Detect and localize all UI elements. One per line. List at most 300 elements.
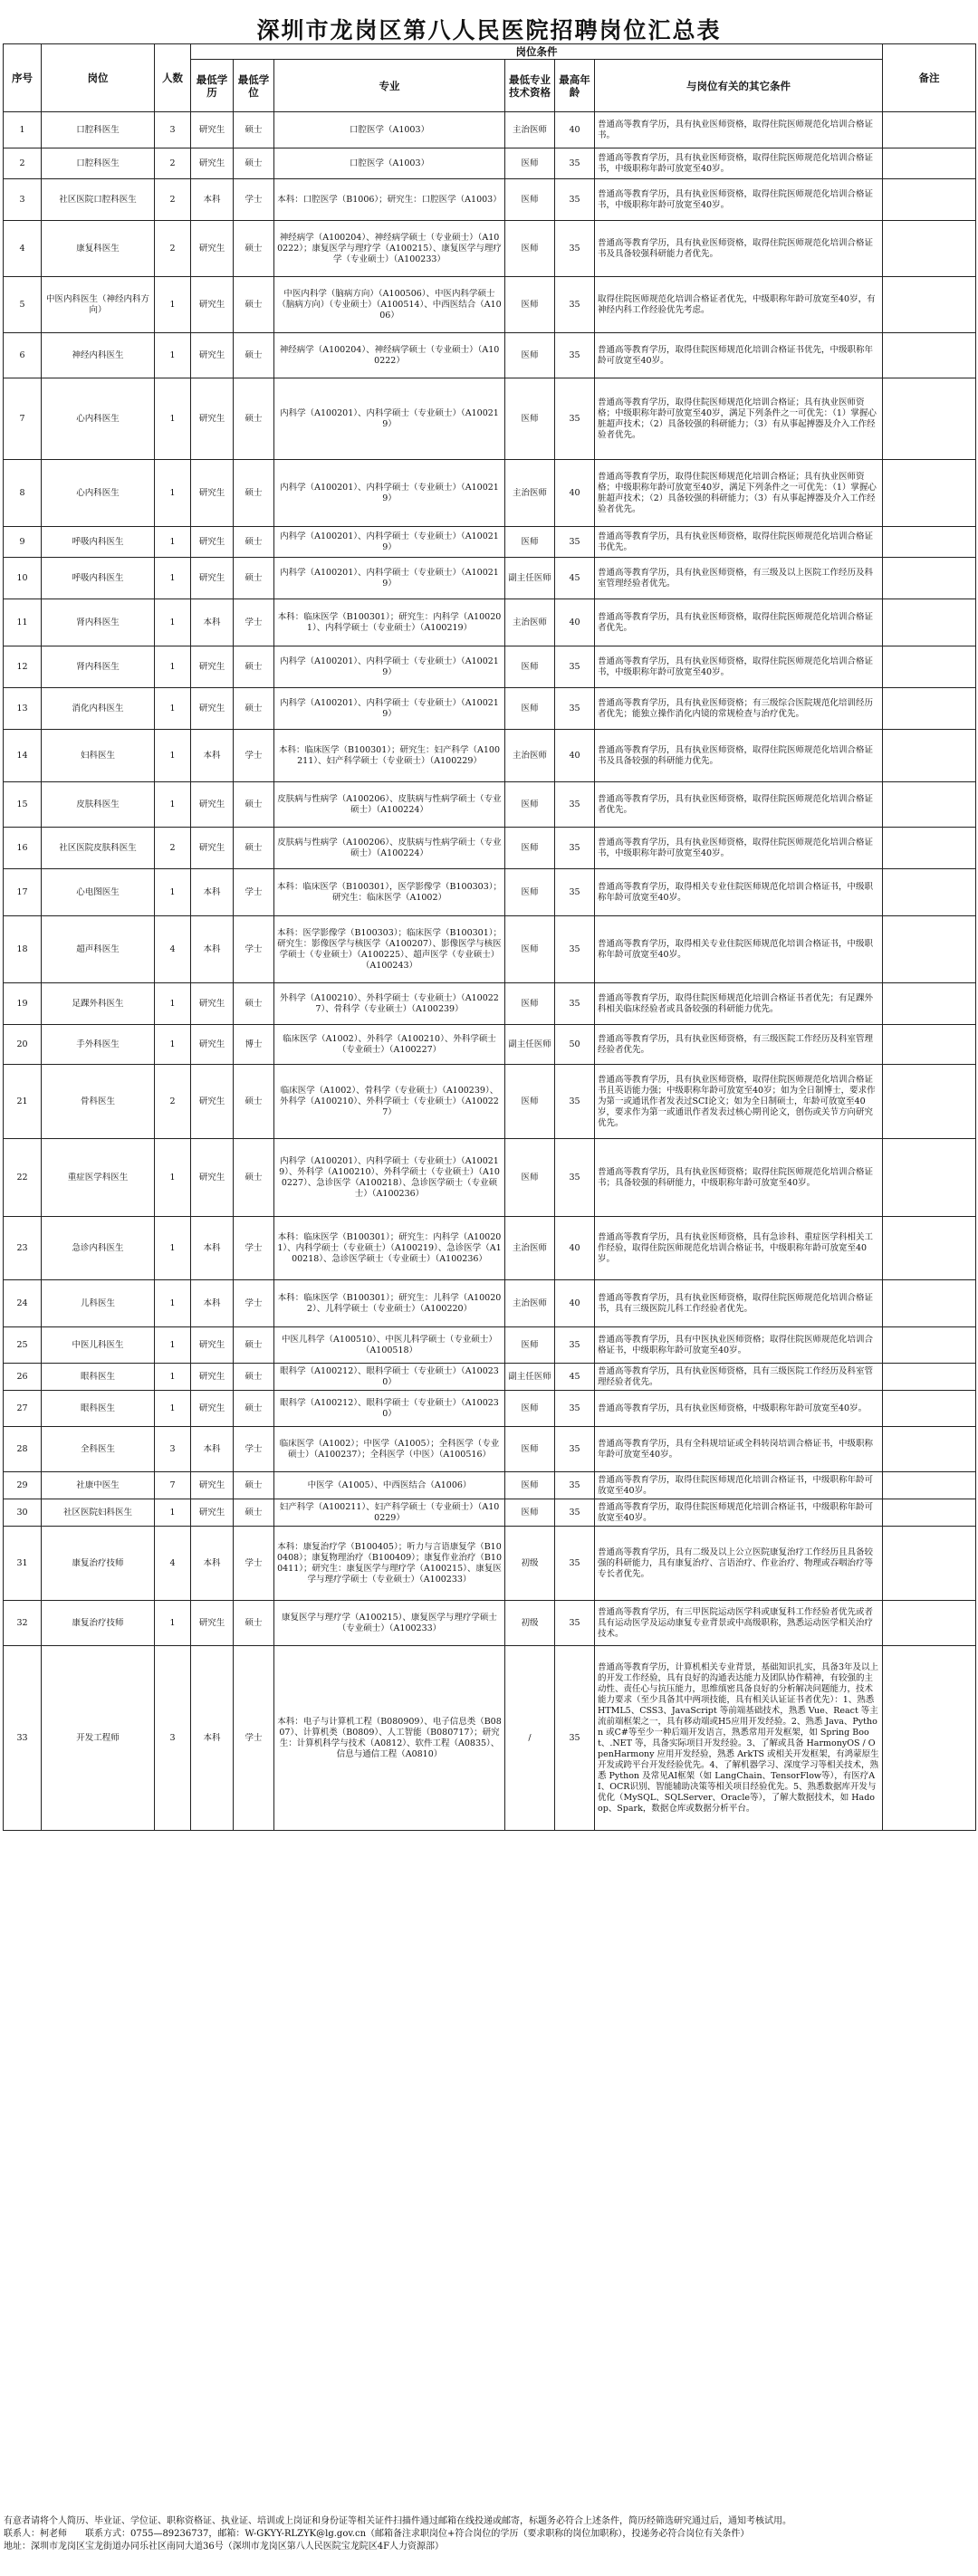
cell-count — [155, 983, 191, 1025]
cell-age — [555, 148, 595, 179]
cell-major-text: 眼科学（A100212）、眼科学硕士（专业硕士）（A100230） — [280, 1397, 499, 1419]
cell-major-text: 口腔医学（A1003） — [349, 124, 430, 135]
cell-major-text: 口腔医学（A1003） — [349, 158, 430, 168]
cell-qual — [505, 688, 555, 730]
cell-post-text: 肾内科医生 — [76, 617, 120, 627]
cell-seq — [4, 1280, 42, 1327]
cell-other-text: 普通高等教育学历，具有全科规培证或全科转岗培训合格证书，中级职称年龄可放宽至40岁。 — [598, 1438, 874, 1460]
cell-major — [274, 599, 505, 646]
cell-post-text: 妇科医生 — [80, 750, 115, 761]
cell-post — [42, 1601, 155, 1646]
cell-qual — [505, 1472, 555, 1499]
cell-count-text: 1 — [169, 413, 176, 424]
cell-age-text: 40 — [569, 1242, 580, 1253]
cell-age-text: 35 — [569, 943, 580, 954]
cell-post — [42, 1499, 155, 1527]
table-row — [4, 277, 976, 333]
cell-edu-text: 研究生 — [198, 350, 225, 360]
table-row — [4, 1601, 976, 1646]
cell-remark — [883, 1601, 976, 1646]
cell-seq — [4, 112, 42, 148]
cell-edu-text: 本科 — [203, 943, 221, 954]
cell-qual — [505, 221, 555, 277]
cell-age-text: 35 — [569, 1403, 580, 1413]
cell-qual — [505, 148, 555, 179]
cell-seq — [4, 1427, 42, 1472]
cell-other — [595, 1327, 883, 1364]
cell-count — [155, 1646, 191, 1831]
cell-age-text: 35 — [569, 299, 580, 310]
cell-seq-text: 29 — [16, 1480, 28, 1490]
cell-remark — [883, 1217, 976, 1280]
cell-post-text: 骨科医生 — [80, 1096, 115, 1106]
cell-remark — [883, 1427, 976, 1472]
cell-count — [155, 1139, 191, 1217]
cell-seq — [4, 1646, 42, 1831]
cell-count-text: 1 — [169, 1172, 176, 1183]
cell-degree-text: 学士 — [244, 617, 263, 627]
cell-other-text: 普通高等教育学历，具有执业医师资格，取得住院医师规范化培训合格证书，中级职称年龄可放宽至40岁。 — [598, 188, 874, 210]
cell-age — [555, 1601, 595, 1646]
cell-age — [555, 1527, 595, 1601]
cell-count-text: 2 — [169, 842, 176, 853]
cell-other — [595, 1025, 883, 1065]
cell-count-text: 4 — [169, 943, 176, 954]
cell-major — [274, 179, 505, 221]
cell-count — [155, 916, 191, 983]
cell-edu-text: 本科 — [203, 886, 221, 897]
table-row — [4, 1280, 976, 1327]
cell-other — [595, 221, 883, 277]
cell-qual — [505, 1217, 555, 1280]
table-row — [4, 527, 976, 558]
cell-post-text: 社康中医生 — [76, 1480, 120, 1490]
cell-seq-text: 18 — [16, 943, 28, 954]
cell-post-text: 足踝外科医生 — [72, 998, 124, 1009]
cell-qual-text: 医师 — [521, 299, 539, 310]
cell-count-text: 1 — [169, 1507, 176, 1518]
cell-post-text: 口腔科医生 — [76, 158, 120, 168]
cell-major-text: 本科：临床医学（B100301），医学影像学（B100303）；研究生：临床医学（A1002） — [277, 881, 502, 903]
cell-age — [555, 558, 595, 599]
cell-qual-text: 主治医师 — [512, 1242, 547, 1253]
cell-major — [274, 112, 505, 148]
table-row — [4, 148, 976, 179]
cell-major-text: 临床医学（A1002）、骨科学（专业硕士）（A100239）、外科学（A100210）、外科学硕士（专业硕士）（A100227） — [280, 1085, 499, 1117]
cell-age — [555, 277, 595, 333]
cell-edu — [191, 916, 234, 983]
cell-qual — [505, 916, 555, 983]
cell-age-text: 35 — [569, 194, 580, 205]
cell-major-text: 本科：临床医学（B100301）；研究生：儿科学（A100202）、儿科学硕士（专业硕士）（A100220） — [277, 1292, 502, 1314]
cell-seq-text: 11 — [16, 617, 28, 627]
cell-edu — [191, 1217, 234, 1280]
cell-degree — [234, 1065, 274, 1139]
cell-age-text: 35 — [569, 799, 580, 809]
cell-other-text: 普通高等教育学历，具有执业医师资格，取得住院医师规范化培训合格证书，中级职称年龄可放宽至40岁。 — [598, 837, 874, 858]
cell-other-text: 普通高等教育学历，取得住院医师规范化培训合格证书，中级职称年龄可放宽至40岁。 — [598, 1501, 874, 1523]
cell-other-text: 普通高等教育学历，具有执业医师资格，取得住院医师规范化培训合格证书及具备较强科研能力者优先。 — [598, 237, 874, 259]
cell-age — [555, 333, 595, 378]
cell-qual-text: 医师 — [521, 1096, 539, 1106]
cell-major — [274, 148, 505, 179]
cell-age — [555, 179, 595, 221]
cell-count — [155, 112, 191, 148]
cell-major — [274, 221, 505, 277]
cell-edu-text: 研究生 — [198, 243, 225, 254]
cell-count — [155, 333, 191, 378]
cell-qual-text: 医师 — [521, 1403, 539, 1413]
cell-remark — [883, 983, 976, 1025]
cell-degree-text: 硕士 — [244, 1617, 263, 1628]
cell-age-text: 40 — [569, 124, 580, 135]
cell-age-text: 35 — [569, 703, 580, 713]
cell-count-text: 1 — [169, 350, 176, 360]
cell-degree — [234, 1280, 274, 1327]
cell-seq — [4, 1327, 42, 1364]
cell-count-text: 4 — [169, 1557, 176, 1568]
cell-post — [42, 1527, 155, 1601]
table-row — [4, 646, 976, 688]
cell-degree — [234, 730, 274, 782]
table-row — [4, 983, 976, 1025]
cell-count — [155, 646, 191, 688]
cell-age — [555, 1364, 595, 1391]
cell-edu — [191, 1139, 234, 1217]
cell-seq-text: 25 — [16, 1339, 28, 1350]
header-remark: 备注 — [883, 44, 976, 112]
table-row — [4, 112, 976, 148]
cell-remark — [883, 527, 976, 558]
footer-contact: 联系人：柯老师 联系方式：0755—89236737，邮箱：W-GKYY-RLZYK@lg.gov.cn（邮箱备注求职岗位+符合岗位的学历（要求职称的岗位加职称），投递务必符合岗位有关条件） — [4, 2529, 750, 2539]
cell-seq-text: 17 — [16, 886, 28, 897]
cell-count — [155, 148, 191, 179]
cell-post-text: 全科医生 — [80, 1443, 115, 1454]
cell-count-text: 1 — [169, 1403, 176, 1413]
cell-remark — [883, 1472, 976, 1499]
cell-degree-text: 学士 — [244, 1557, 263, 1568]
cell-post — [42, 1364, 155, 1391]
cell-count — [155, 782, 191, 828]
cell-age-text: 40 — [569, 617, 580, 627]
cell-edu-text: 研究生 — [198, 1039, 225, 1049]
cell-count — [155, 1499, 191, 1527]
table-row — [4, 730, 976, 782]
cell-major-text: 内科学（A100201）、内科学硕士（专业硕士）（A100219） — [280, 656, 499, 677]
cell-degree-text: 硕士 — [244, 536, 263, 547]
cell-qual-text: 医师 — [521, 703, 539, 713]
cell-seq-text: 27 — [16, 1403, 28, 1413]
cell-major-text: 本科：临床医学（B100301）；研究生：内科学（A100201）、内科学硕士（专业硕士）（A100219）、急诊医学（A100218）、急诊医学硕士（专业硕士）（A100236） — [277, 1231, 502, 1264]
cell-remark — [883, 333, 976, 378]
cell-edu — [191, 1499, 234, 1527]
cell-seq — [4, 277, 42, 333]
cell-count-text: 7 — [169, 1480, 176, 1490]
cell-qual-text: 主治医师 — [512, 750, 547, 761]
cell-edu-text: 研究生 — [198, 124, 225, 135]
cell-major — [274, 869, 505, 916]
cell-degree-text: 硕士 — [244, 661, 263, 672]
cell-degree-text: 学士 — [244, 886, 263, 897]
cell-major — [274, 1472, 505, 1499]
cell-other-text: 普通高等教育学历，具有执业医师资格；取得住院医师规范化培训合格证书；具备较强的科研能力，中级职称年龄可放宽至40岁。 — [598, 1166, 874, 1188]
cell-qual-text: 初级 — [521, 1617, 539, 1628]
cell-edu — [191, 1646, 234, 1831]
table-row — [4, 1527, 976, 1601]
cell-post — [42, 1646, 155, 1831]
cell-degree — [234, 221, 274, 277]
header-count: 人数 — [155, 44, 191, 112]
cell-post — [42, 1139, 155, 1217]
cell-qual — [505, 1646, 555, 1831]
cell-age — [555, 1646, 595, 1831]
cell-count — [155, 558, 191, 599]
cell-edu — [191, 1391, 234, 1427]
cell-major — [274, 558, 505, 599]
cell-qual-text: 医师 — [521, 194, 539, 205]
cell-degree — [234, 688, 274, 730]
cell-degree — [234, 1646, 274, 1831]
cell-seq — [4, 782, 42, 828]
table-row — [4, 1025, 976, 1065]
cell-age-text: 35 — [569, 886, 580, 897]
cell-age-text: 35 — [569, 1480, 580, 1490]
cell-post — [42, 221, 155, 277]
cell-edu — [191, 527, 234, 558]
cell-degree-text: 学士 — [244, 750, 263, 761]
cell-seq — [4, 1499, 42, 1527]
cell-degree-text: 学士 — [244, 1242, 263, 1253]
cell-major — [274, 1527, 505, 1601]
cell-other — [595, 1499, 883, 1527]
cell-major-text: 本科：医学影像学（B100303）；临床医学（B100301）；研究生：影像医学与核医学（A100207）、影像医学与核医学硕士（专业硕士）（A100225）、超声医学（专业硕士）（A100243） — [277, 927, 502, 971]
cell-count — [155, 378, 191, 460]
cell-major — [274, 460, 505, 527]
cell-qual-text: 医师 — [521, 1507, 539, 1518]
cell-count-text: 1 — [169, 998, 176, 1009]
cell-age-text: 40 — [569, 1298, 580, 1308]
cell-degree — [234, 460, 274, 527]
cell-qual-text: 医师 — [521, 886, 539, 897]
cell-remark — [883, 1646, 976, 1831]
cell-other-text: 普通高等教育学历，具有执业医师资格，取得住院医师规范化培训合格证书，中级职称年龄可放宽至40岁。 — [598, 656, 874, 677]
cell-edu — [191, 828, 234, 869]
cell-degree-text: 硕士 — [244, 413, 263, 424]
cell-edu-text: 研究生 — [198, 1507, 225, 1518]
cell-post — [42, 527, 155, 558]
cell-seq-text: 30 — [16, 1507, 28, 1518]
cell-seq-text: 6 — [19, 350, 25, 360]
cell-post-text: 超声科医生 — [76, 943, 120, 954]
cell-age-text: 35 — [569, 413, 580, 424]
cell-post — [42, 1280, 155, 1327]
cell-age — [555, 1217, 595, 1280]
table-row — [4, 460, 976, 527]
table-row — [4, 1139, 976, 1217]
cell-post-text: 眼科医生 — [80, 1371, 115, 1382]
cell-major — [274, 782, 505, 828]
header-conditions: 岗位条件 — [191, 44, 883, 60]
cell-post-text: 肾内科医生 — [76, 661, 120, 672]
cell-edu — [191, 599, 234, 646]
cell-edu — [191, 730, 234, 782]
table-row — [4, 179, 976, 221]
cell-age — [555, 646, 595, 688]
cell-qual-text: 医师 — [521, 943, 539, 954]
cell-major — [274, 333, 505, 378]
cell-seq — [4, 1391, 42, 1427]
cell-post — [42, 688, 155, 730]
cell-count — [155, 1065, 191, 1139]
cell-major — [274, 916, 505, 983]
cell-seq-text: 21 — [16, 1096, 28, 1106]
cell-seq — [4, 1139, 42, 1217]
cell-post-text: 消化内科医生 — [72, 703, 124, 713]
cell-other-text: 普通高等教育学历，计算机相关专业背景，基础知识扎实，具备3年及以上的开发工作经验，具有良好的沟通表达能力及团队协作精神，有较强的主动性、责任心与抗压能力，思维缜密具备良好的分析解决问题能力，技术能力要求（至少具备其中两项技能，具有相关认证证书者优先）：1、熟悉 HTML5、CSS3、JavaScript 等前端基础技术，熟悉 Vue、React 等主流前端框架之一，具有移动端或H5应用开发经验。2、熟悉 Java、Python 或C#等至少一种后端开发语言，熟悉常用开发框架，如 Spring Boot、.NET 等，具备实际项目开发经验。3、了解或具备 HarmonyOS / OpenHarmony 应用开发经验，熟悉 ArkTS 或相关开发框架，有鸿蒙原生开发或跨平台开发经验优先。4、了解机器学习、深度学习等相关技术，熟悉 Python 及常见AI框架（如 LangChain、TensorFlow等），有医疗AI、OCR识别、智能辅助决策等相关项目经验优先。5、熟悉数据库开发与优化（MySQL、SQLServer、Oracle等），了解大数据技术，如 Hadoop、Spark，数据仓库或数据分析平台。 — [598, 1661, 879, 1814]
cell-post — [42, 869, 155, 916]
cell-post — [42, 828, 155, 869]
cell-edu-text: 研究生 — [198, 1371, 225, 1382]
cell-degree — [234, 1427, 274, 1472]
cell-age-text: 35 — [569, 1507, 580, 1518]
cell-count-text: 1 — [169, 1617, 176, 1628]
cell-edu — [191, 869, 234, 916]
cell-other — [595, 1527, 883, 1601]
cell-other — [595, 277, 883, 333]
cell-post — [42, 378, 155, 460]
header-major: 专业 — [274, 60, 505, 112]
cell-edu — [191, 983, 234, 1025]
cell-age-text: 35 — [569, 1339, 580, 1350]
cell-degree — [234, 983, 274, 1025]
cell-other — [595, 688, 883, 730]
cell-seq — [4, 333, 42, 378]
cell-remark — [883, 1364, 976, 1391]
cell-age-text: 35 — [569, 661, 580, 672]
table-row — [4, 221, 976, 277]
cell-seq — [4, 983, 42, 1025]
cell-degree — [234, 1025, 274, 1065]
cell-remark — [883, 112, 976, 148]
cell-degree-text: 硕士 — [244, 1339, 263, 1350]
cell-post — [42, 333, 155, 378]
cell-other — [595, 599, 883, 646]
table-row — [4, 333, 976, 378]
cell-post-text: 眼科医生 — [80, 1403, 115, 1413]
cell-other-text: 取得住院医师规范化培训合格证者优先，中级职称年龄可放宽至40岁，有神经内科工作经验优先考虑。 — [598, 293, 876, 315]
header-post: 岗位 — [42, 44, 155, 112]
cell-other — [595, 1065, 883, 1139]
cell-post — [42, 179, 155, 221]
cell-major — [274, 1427, 505, 1472]
cell-edu — [191, 1364, 234, 1391]
cell-major-text: 神经病学（A100204）、神经病学硕士（专业硕士）（A100222） — [279, 344, 500, 366]
cell-major — [274, 1364, 505, 1391]
cell-qual — [505, 1280, 555, 1327]
cell-qual-text: 医师 — [521, 243, 539, 254]
cell-count-text: 1 — [169, 299, 176, 310]
cell-other-text: 普通高等教育学历，有三甲医院运动医学科或康复科工作经验者优先或者具有运动医学及运动康复专业背景或中高级职称，熟悉运动医学相关治疗技术。 — [598, 1606, 874, 1639]
cell-major — [274, 1601, 505, 1646]
cell-post — [42, 558, 155, 599]
cell-post — [42, 646, 155, 688]
cell-major-text: 外科学（A100210）、外科学硕士（专业硕士）（A100227）、骨科学（专业硕士）（A100239） — [280, 992, 499, 1014]
cell-degree — [234, 782, 274, 828]
cell-major-text: 本科：临床医学（B100301）；研究生：妇产科学（A100211）、妇产科学硕士（专业硕士）（A100229） — [279, 744, 500, 766]
cell-major-text: 康复医学与理疗学（A100215）、康复医学与理疗学硕士（专业硕士）（A100233） — [282, 1612, 497, 1633]
cell-edu-text: 研究生 — [198, 842, 225, 853]
cell-degree — [234, 1472, 274, 1499]
cell-post-text: 手外科医生 — [76, 1039, 120, 1049]
cell-age-text: 35 — [569, 243, 580, 254]
cell-count-text: 1 — [169, 1039, 176, 1049]
cell-edu — [191, 1527, 234, 1601]
cell-seq — [4, 1527, 42, 1601]
cell-age — [555, 112, 595, 148]
cell-degree-text: 硕士 — [244, 487, 263, 498]
cell-degree-text: 硕士 — [244, 1403, 263, 1413]
cell-seq — [4, 730, 42, 782]
cell-post-text: 社区医院皮肤科医生 — [59, 842, 137, 853]
cell-age-text: 35 — [569, 842, 580, 853]
table-row — [4, 378, 976, 460]
cell-remark — [883, 1391, 976, 1427]
cell-other-text: 普通高等教育学历，具有执业医师资格，具有急诊科、重症医学科相关工作经验，取得住院医师规范化培训合格证书，中级职称年龄可放宽至40岁。 — [598, 1231, 874, 1264]
cell-count-text: 1 — [169, 487, 176, 498]
cell-major-text: 妇产科学（A100211）、妇产科学硕士（专业硕士）（A100229） — [279, 1501, 500, 1523]
cell-degree — [234, 1327, 274, 1364]
cell-major — [274, 688, 505, 730]
cell-edu-text: 本科 — [203, 1443, 221, 1454]
cell-other — [595, 333, 883, 378]
cell-seq-text: 3 — [19, 194, 25, 205]
cell-major — [274, 730, 505, 782]
cell-count-text: 1 — [169, 617, 176, 627]
table-row — [4, 828, 976, 869]
cell-post — [42, 1427, 155, 1472]
cell-degree-text: 硕士 — [244, 243, 263, 254]
cell-post-text: 心内科医生 — [76, 413, 120, 424]
cell-other-text: 普通高等教育学历，具有中医执业医师资格；取得住院医师规范化培训合格证书，中级职称年龄可放宽至40岁。 — [598, 1334, 874, 1355]
cell-remark — [883, 1065, 976, 1139]
cell-edu-text: 本科 — [203, 1732, 221, 1743]
cell-degree — [234, 1527, 274, 1601]
cell-post-text: 心电图医生 — [76, 886, 120, 897]
cell-edu — [191, 782, 234, 828]
cell-age-text: 35 — [569, 1096, 580, 1106]
cell-degree — [234, 148, 274, 179]
cell-edu-text: 研究生 — [198, 799, 225, 809]
cell-post — [42, 599, 155, 646]
cell-seq-text: 9 — [19, 536, 25, 547]
cell-qual — [505, 179, 555, 221]
cell-degree-text: 硕士 — [244, 572, 263, 583]
cell-major-text: 内科学（A100201）、内科学硕士（专业硕士）（A100219） — [280, 567, 499, 589]
cell-edu — [191, 1427, 234, 1472]
header-qual: 最低专业技术资格 — [505, 60, 555, 112]
cell-major-text: 皮肤病与性病学（A100206）、皮肤病与性病学硕士（专业硕士）（A100224） — [277, 793, 502, 815]
cell-other-text: 普通高等教育学历，具有执业医师资格，取得住院医师规范化培训合格证者优先。 — [598, 793, 874, 815]
cell-other-text: 普通高等教育学历，具有执业医师资格，有三级医院工作经历及科室管理经验者优先。 — [598, 1033, 874, 1055]
cell-edu — [191, 1601, 234, 1646]
cell-qual — [505, 1427, 555, 1472]
cell-major — [274, 378, 505, 460]
cell-seq-text: 19 — [16, 998, 28, 1009]
cell-age — [555, 828, 595, 869]
cell-post-text: 康复科医生 — [76, 243, 120, 254]
cell-age — [555, 1499, 595, 1527]
cell-degree-text: 硕士 — [244, 998, 263, 1009]
